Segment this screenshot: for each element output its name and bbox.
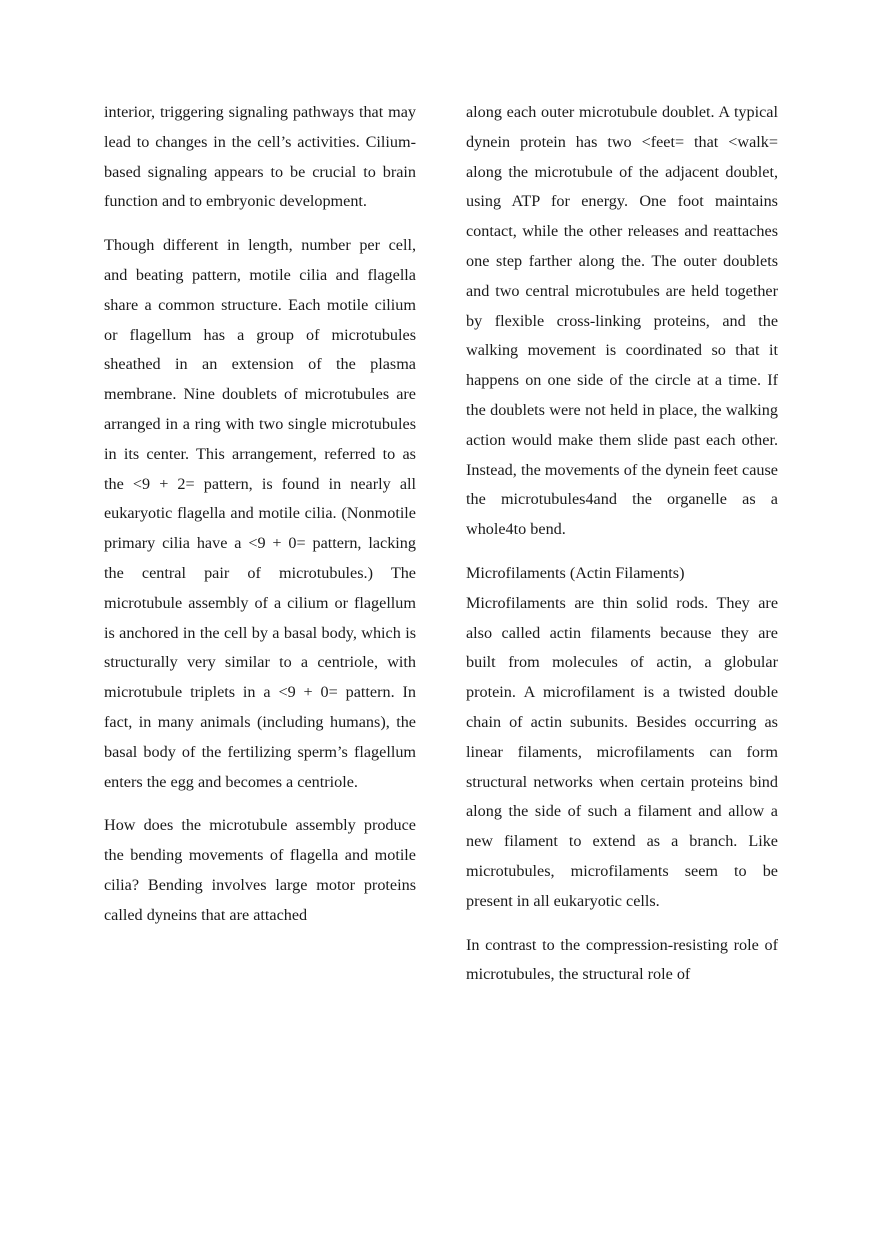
right-column xyxy=(466,98,778,990)
paragraph-bending-question: How does the microtubule assembly produce the bending movements of flagella and motile cilia? Bending involves large motor proteins called dyneins that are attached xyxy=(104,816,416,924)
paragraph-cilia-flagella-structure: Though different in length, number per cell, and beating pattern, motile cilia and flagella share a common structure. Each motile cilium or flagellum has a group of microtubules sheathed in an extension of the plasma membrane. Nine doublets of microtubules are arranged in a ring with two single microtubules in its center. This arrangement, referred to as the <9 + 2= pattern, is found in nearly all eukaryotic flagella and motile cilia. (Nonmotile primary cilia have a <9 + 0= pattern, lacking the central pair of microtubules.) The microtubule assembly of a cilium or flagellum is anchored in the cell by a basal body, which is structurally very similar to a centriole, with microtubule triplets in a <9 + 0= pattern. In fact, in many animals (including humans), the basal body of the fertilizing sperm’s flagellum enters the egg and becomes a centriole. xyxy=(104,236,416,791)
paragraph-dynein-walking: along each outer microtubule doublet. A typical dynein protein has two <feet= that <walk= along the microtubule of the adjacent doublet, using ATP for energy. One foot maintains contact, while the other releases and reattaches one step farther along the. The outer doublets and two central microtubules are held together by flexible cross-linking proteins, and the walking movement is coordinated so that it happens on one side of the circle at a time. If the doublets were not held in place, the walking action would make them slide past each other. Instead, the movements of the dynein feet cause the microtubules4and the organelle as a whole4to bend. xyxy=(466,103,778,539)
paragraph-microfilaments: Microfilaments are thin solid rods. They are also called actin filaments because they are built from molecules of actin, a globular protein. A microfilament is a twisted double chain of actin subunits. Besides occurring as linear filaments, microfilaments can form structural networks when certain proteins bind along the side of such a filament and allow a new filament to extend as a branch. Like microtubules, microfilaments seem to be present in all eukaryotic cells. xyxy=(466,593,778,910)
paragraph-cilium-signaling: interior, triggering signaling pathways that may lead to changes in the cell’s activities. Cilium-based signaling appears to be crucial to brain function and to embryonic development. xyxy=(104,103,416,211)
section-heading-microfilaments: Microfilaments (Actin Filaments) xyxy=(466,563,685,582)
left-column xyxy=(104,98,416,931)
paragraph-contrast-role: In contrast to the compression-resisting role of microtubules, the structural role of xyxy=(466,935,778,984)
